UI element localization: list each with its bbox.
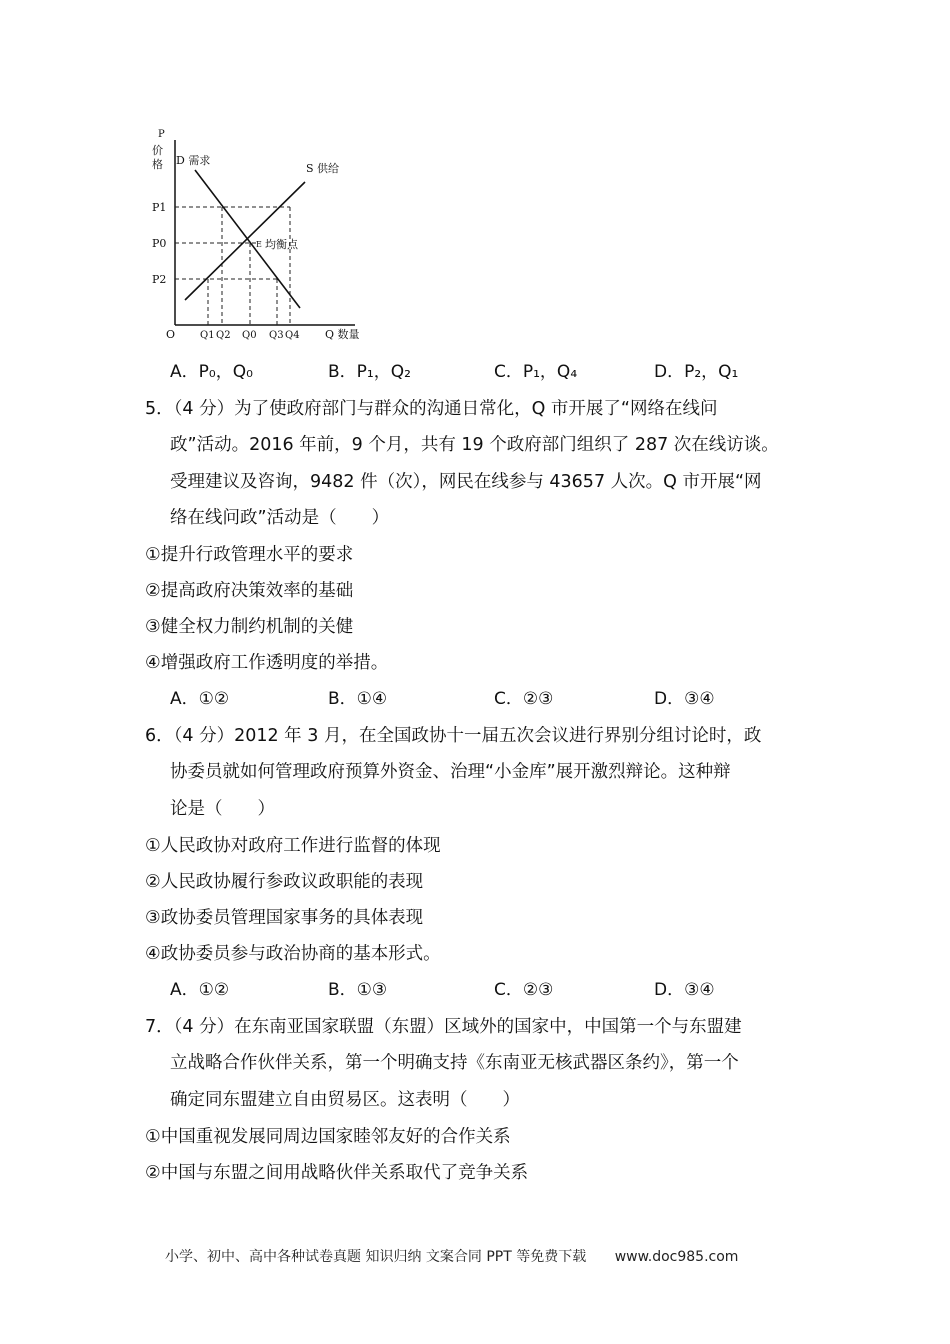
q7-stem-line-3: 确定同东盟建立自由贸易区。这表明（ ） — [170, 1090, 520, 1110]
q6-stem-line-3: 论是（ ） — [170, 799, 275, 819]
q4-option-a: A．P₀，Q₀ — [170, 362, 253, 382]
q5-item-1: ①提升行政管理水平的要求 — [145, 545, 354, 565]
q5-item-2: ②提高政府决策效率的基础 — [145, 581, 354, 601]
q4-label: Q4 — [285, 330, 300, 341]
q5-option-a: A．①② — [170, 689, 230, 709]
demand-label: D 需求 — [176, 154, 211, 167]
q6-item-1: ①人民政协对政府工作进行监督的体现 — [145, 836, 441, 856]
q4-option-b: B．P₁，Q₂ — [328, 362, 411, 382]
q5-item-4: ④增强政府工作透明度的举措。 — [145, 653, 389, 673]
p-axis-label: P — [158, 129, 165, 140]
q5-stem-line-4: 络在线问政”活动是（ ） — [170, 508, 390, 528]
eq-label: 均衡点 — [265, 238, 298, 251]
q6-item-2: ②人民政协履行参政议政职能的表现 — [145, 872, 424, 892]
q0-label: Q0 — [242, 330, 257, 341]
q6-item-3: ③政协委员管理国家事务的具体表现 — [145, 908, 424, 928]
q5-stem-line-1: 5．（4 分）为了使政府部门与群众的沟通日常化，Q 市开展了“网络在线问 — [145, 399, 718, 419]
q6-option-a: A．①② — [170, 980, 230, 1000]
q6-option-d: D．③④ — [654, 980, 715, 1000]
q7-item-1: ①中国重视发展同周边国家睦邻友好的合作关系 — [145, 1127, 511, 1147]
q3-label: Q3 — [269, 330, 284, 341]
q7-item-2: ②中国与东盟之间用战略伙伴关系取代了竞争关系 — [145, 1163, 529, 1183]
q5-stem-line-2: 政”活动。2016 年前，9 个月，共有 19 个政府部门组织了 287 次在线访谈。 — [170, 435, 779, 455]
q4-option-d: D．P₂，Q₁ — [654, 362, 739, 382]
q6-option-b: B．①③ — [328, 980, 388, 1000]
q6-option-c: C．②③ — [494, 980, 554, 1000]
q7-stem-line-1: 7．（4 分）在东南亚国家联盟（东盟）区域外的国家中，中国第一个与东盟建 — [145, 1017, 742, 1037]
q5-option-d: D．③④ — [654, 689, 715, 709]
p1-label: P1 — [152, 201, 167, 214]
eq-point-label: E — [256, 240, 262, 249]
q1-label: Q1 — [200, 330, 215, 341]
q2-label: Q2 — [216, 330, 231, 341]
q6-item-4: ④政协委员参与政治协商的基本形式。 — [145, 944, 441, 964]
q5-option-b: B．①④ — [328, 689, 388, 709]
q7-stem-line-2: 立战略合作伙伴关系，第一个明确支持《东南亚无核武器区条约》，第一个 — [170, 1053, 739, 1073]
supply-demand-figure — [140, 120, 380, 345]
q5-item-3: ③健全权力制约机制的关健 — [145, 617, 354, 637]
price-label-2: 格 — [152, 158, 163, 171]
q5-option-c: C．②③ — [494, 689, 554, 709]
q6-stem-line-2: 协委员就如何管理政府预算外资金、治理“小金库”展开激烈辩论。这种辩 — [170, 762, 731, 782]
q6-stem-line-1: 6．（4 分）2012 年 3 月，在全国政协十一届五次会议进行界别分组讨论时，政 — [145, 726, 762, 746]
p0-label: P0 — [152, 237, 167, 250]
p2-label: P2 — [152, 273, 167, 286]
q-axis-label: Q 数量 — [325, 328, 360, 341]
origin-label: O — [166, 328, 176, 341]
footer-text: 小学、初中、高中各种试卷真题 知识归纳 文案合同 PPT 等免费下载 — [165, 1249, 587, 1265]
supply-demand-svg — [140, 120, 380, 345]
page-footer — [165, 1246, 744, 1266]
footer-site-link[interactable]: www.doc985.com — [614, 1249, 739, 1265]
q4-option-c: C．P₁，Q₄ — [494, 362, 578, 382]
q5-stem-line-3: 受理建议及咨询，9482 件（次），网民在线参与 43657 人次。Q 市开展“网 — [170, 472, 762, 492]
price-label-1: 价 — [152, 144, 163, 157]
supply-label: S 供给 — [306, 162, 340, 175]
